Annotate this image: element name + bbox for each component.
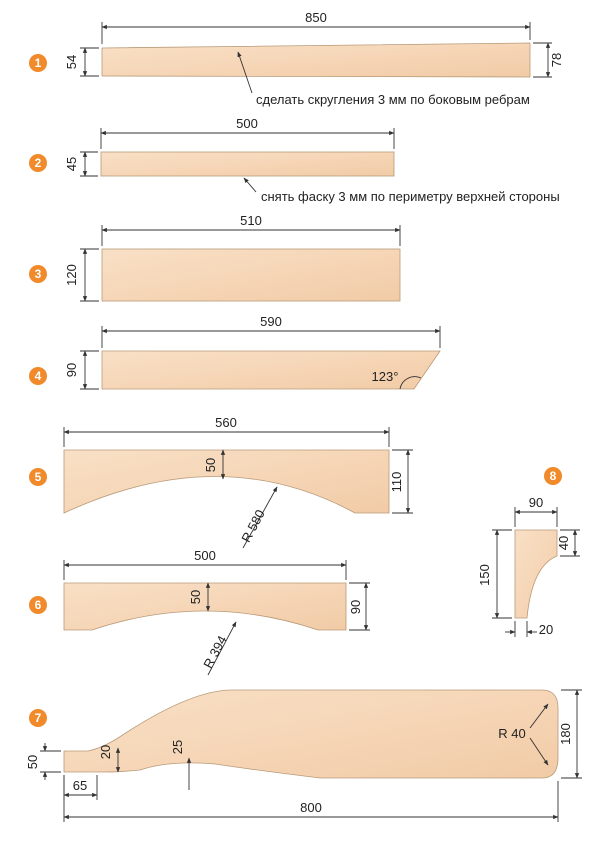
board-6 xyxy=(64,583,346,630)
dim-radius-7: R 40 xyxy=(498,726,526,741)
board-5 xyxy=(64,450,389,513)
dim-width-7: 800 xyxy=(300,800,322,815)
part-number-4: 4 xyxy=(34,369,42,383)
dim-height-6: 90 xyxy=(348,599,363,615)
board-1 xyxy=(102,43,530,77)
dim-top-height-8: 40 xyxy=(556,535,571,551)
dim-arc-depth-5: 50 xyxy=(203,457,218,473)
dim-arc-depth-6: 50 xyxy=(188,589,203,605)
part-6 xyxy=(29,548,370,675)
board-2 xyxy=(101,152,394,176)
note-2: снять фаску 3 мм по периметру верхней стороны xyxy=(261,189,560,204)
dim-height-3: 120 xyxy=(64,264,79,286)
dim-radius-5: R 580 xyxy=(238,507,268,545)
dim-height-8: 150 xyxy=(477,564,492,586)
board-7 xyxy=(64,690,558,778)
part-number-1: 1 xyxy=(34,56,42,70)
dim-b-7: 25 xyxy=(170,739,185,755)
part-3 xyxy=(29,213,400,301)
note-1: сделать скругления 3 мм по боковым ребрам xyxy=(256,92,530,107)
dim-radius-6: R 394 xyxy=(200,633,230,671)
dim-width-8: 90 xyxy=(528,495,544,510)
part-number-7: 7 xyxy=(34,711,42,725)
dim-a-7: 20 xyxy=(98,744,113,760)
part-number-6: 6 xyxy=(34,598,42,612)
dim-width-6: 500 xyxy=(194,548,216,563)
dim-height-left-1: 54 xyxy=(64,54,79,70)
dim-handle-length-7: 65 xyxy=(72,778,88,793)
part-number-8: 8 xyxy=(549,469,557,483)
part-4 xyxy=(29,314,440,389)
part-7 xyxy=(25,690,582,822)
part-2 xyxy=(29,116,560,204)
dim-height-2: 45 xyxy=(64,156,79,172)
dim-angle-4: 123° xyxy=(371,369,399,384)
dim-height-4: 90 xyxy=(64,362,79,378)
board-3 xyxy=(102,249,400,301)
dim-width-5: 560 xyxy=(215,415,237,430)
dim-bottom-width-8: 20 xyxy=(538,622,554,637)
part-5 xyxy=(29,415,413,548)
part-8 xyxy=(477,467,580,637)
dim-height-right-1: 78 xyxy=(549,52,564,68)
dim-width-4: 590 xyxy=(260,314,282,329)
dim-width-1: 850 xyxy=(305,10,327,25)
dim-width-2: 500 xyxy=(236,116,258,131)
part-number-3: 3 xyxy=(34,267,42,281)
dim-height-5: 110 xyxy=(389,471,404,493)
part-number-2: 2 xyxy=(34,156,42,170)
part-number-5: 5 xyxy=(34,470,42,484)
dim-height-7: 180 xyxy=(558,723,573,745)
dim-width-3: 510 xyxy=(240,213,262,228)
dim-handle-height-7: 50 xyxy=(25,754,40,770)
bracket-8 xyxy=(515,530,557,618)
part-1 xyxy=(29,10,564,107)
